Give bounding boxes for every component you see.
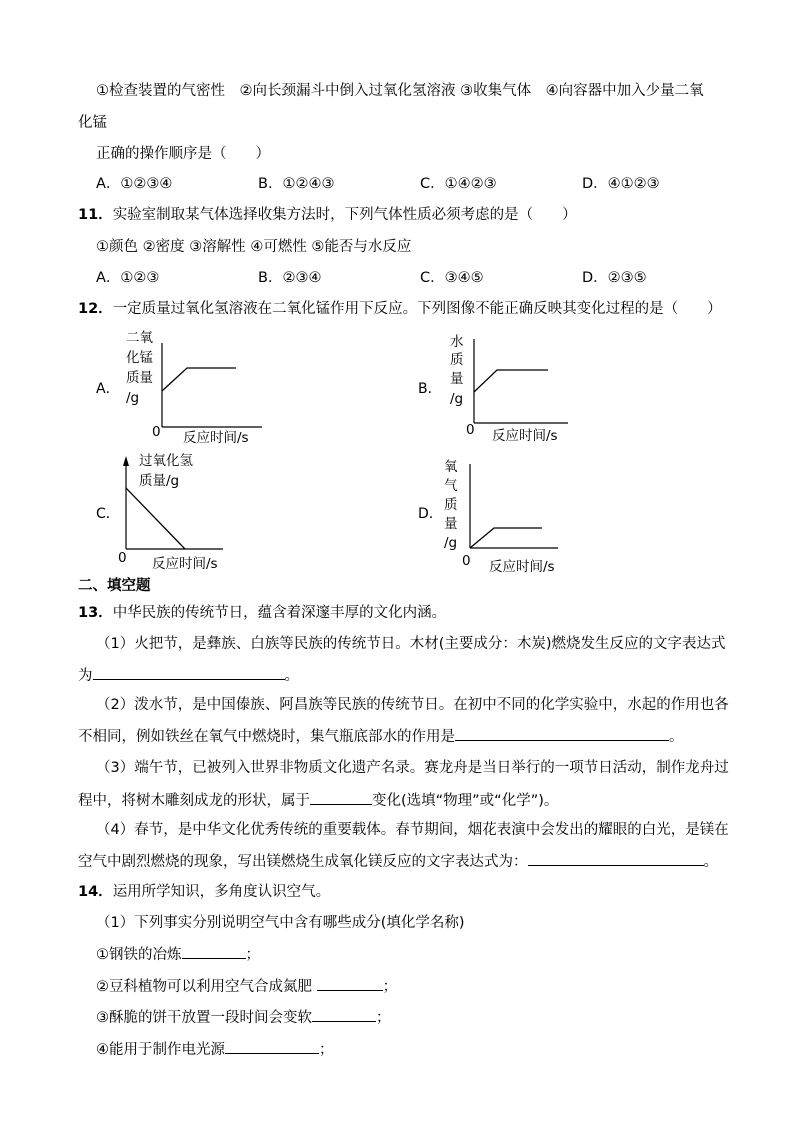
q10-steps-line1: ①检查装置的气密性 ②向长颈漏斗中倒入过氧化氢溶液 ③收集气体 ④向容器中加入少量二氧 [96,83,704,99]
q10-option-a: A．①②③④ [96,176,173,192]
q13-p3-suffix: 变化(选填“物理”或“化学”)。 [372,793,559,809]
graph-d-ylabel-3: 质 [444,497,458,513]
q14-item-2-answer-blank[interactable] [317,976,383,991]
q13-p2-line1: （2）泼水节，是中国傣族、阿昌族等民族的传统节日。在初中不同的化学实验中，水起的作用也各 [96,697,729,713]
q13-p1-prefix: 为 [78,668,93,684]
q13-p2-prefix: 不相同，例如铁丝在氧气中燃烧时，集气瓶底部水的作用是 [78,729,455,745]
graph-d-ylabel-1: 氧 [444,459,458,475]
q12-number: 12． [78,301,113,317]
q14-item-4 [96,1039,334,1060]
q10-stem: 正确的操作顺序是（ ） [96,146,270,162]
q11-option-c: C．③④⑤ [420,270,484,286]
graph-b-ylabel-1: 水 [450,334,464,350]
graph-a-ylabel-4: /g [126,390,140,406]
graph-d-ylabel-5: /g [444,535,458,551]
q14-item-3-text: ③酥脆的饼干放置一段时间会变软 [96,1010,312,1026]
q14-item-2-text: ②豆科植物可以利用空气合成氮肥 [96,979,317,995]
graph-d-curve [470,528,542,548]
q13-p3-answer-blank[interactable] [310,790,372,805]
q14-item-4-suffix: ； [319,1042,334,1058]
q14-item-3-suffix: ； [376,1010,391,1026]
graph-c-y-arrow [123,456,129,466]
graph-d-ylabel-2: 气 [444,478,458,494]
q14-item-2 [96,976,397,997]
graph-a-ylabel-2: 化锰 [126,350,153,366]
graph-b-curve [474,370,548,392]
graph-c-origin: 0 [118,550,127,566]
q14-item-3 [96,1007,391,1028]
q13-p2-answer-blank[interactable] [455,726,669,741]
q13-p3-line1: （3）端午节，已被列入世界非物质文化遗产名录。赛龙舟是当日举行的一项节日活动，制作龙舟过 [96,760,729,776]
q11-option-a: A．①②③ [96,270,160,286]
q13-p1-answer-blank[interactable] [93,665,285,680]
graph-d-letter: D． [418,506,443,522]
graph-d-xlabel: 反应时间/s [489,559,555,575]
graph-d-origin: 0 [462,553,471,569]
q10-steps-line2: 化锰 [78,115,107,131]
q13-p4-suffix: 。 [703,854,718,870]
q12-stem-line [78,299,722,319]
q10-option-b: B．①②④③ [258,176,335,192]
q14-p1: （1）下列事实分别说明空气中含有哪些成分(填化学名称) [96,915,465,931]
graph-b-origin: 0 [466,422,475,438]
q13-stem-line [78,603,446,623]
graph-a-xlabel: 反应时间/s [183,430,249,446]
q11-number: 11． [78,207,113,223]
graph-b-letter: B． [418,381,442,397]
q10-option-d: D．④①②③ [582,176,660,192]
q13-p2-suffix: 。 [669,729,684,745]
q13-p4-answer-blank[interactable] [528,851,704,866]
graph-c-letter: C． [96,506,120,522]
q13-p1-line2 [78,665,299,686]
q14-stem-line [78,882,330,902]
q14-stem: 运用所学知识，多角度认识空气。 [112,884,331,900]
graph-b-ylabel-4: /g [450,391,464,407]
q13-p4-line1: （4）春节，是中华文化优秀传统的重要载体。春节期间，烟花表演中会发出的耀眼的白光，是镁在 [96,822,729,838]
q11-stem: 实验室制取某气体选择收集方法时，下列气体性质必须考虑的是（ ） [112,207,577,223]
graph-c-curve [126,488,185,549]
q13-number: 13． [78,605,113,621]
q14-item-1-suffix: ； [245,947,260,963]
q13-p1-suffix: 。 [284,668,299,684]
q14-number: 14． [78,884,113,900]
graph-b-ylabel-2: 质 [450,352,464,368]
q14-item-1 [96,944,260,965]
q11-option-b: B．②③④ [258,270,322,286]
graph-b-ylabel-3: 量 [450,371,464,387]
q13-p3-line2 [78,790,558,811]
graph-a-curve [162,368,236,391]
q14-item-4-text: ④能用于制作电光源 [96,1042,225,1058]
graph-c-ylabel-1: 过氧化氢 [139,453,193,469]
q13-p1-line1: （1）火把节，是彝族、白族等民族的传统节日。木材(主要成分：木炭)燃烧发生反应的文字表达式 [96,636,726,652]
q10-option-c: C．①④②③ [420,176,497,192]
q14-item-2-suffix: ； [382,979,398,995]
q14-item-4-answer-blank[interactable] [225,1039,319,1054]
q11-stem-line [78,205,577,225]
q11-properties: ①颜色 ②密度 ③溶解性 ④可燃性 ⑤能否与水反应 [96,239,412,255]
graph-b-xlabel: 反应时间/s [492,428,558,444]
graph-c-xlabel: 反应时间/s [152,556,218,572]
graph-a-ylabel-3: 质量 [126,370,153,386]
q13-p2-line2 [78,726,684,747]
graph-a-letter: A． [96,381,120,397]
q14-item-3-answer-blank[interactable] [312,1007,376,1022]
section-title-fill-in: 二、填空题 [78,578,151,594]
graph-d-ylabel-4: 量 [444,516,458,532]
graph-c-ylabel-2: 质量/g [139,473,180,489]
q13-p4-prefix: 空气中剧烈燃烧的现象，写出镁燃烧生成氧化镁反应的文字表达式为： [78,854,528,870]
q13-p3-prefix: 程中，将树木雕刻成龙的形状，属于 [78,793,310,809]
q12-stem: 一定质量过氧化氢溶液在二氧化锰作用下反应。下列图像不能正确反映其变化过程的是（ ） [112,301,722,317]
q14-item-1-answer-blank[interactable] [182,944,246,959]
q14-item-1-text: ①钢铁的冶炼 [96,947,182,963]
graph-a-ylabel-1: 二氧 [126,330,153,346]
q13-p4-line2 [78,851,718,872]
graph-a-origin: 0 [152,424,161,440]
q13-stem: 中华民族的传统节日，蕴含着深邃丰厚的文化内涵。 [112,605,447,621]
q11-option-d: D．②③⑤ [582,270,647,286]
